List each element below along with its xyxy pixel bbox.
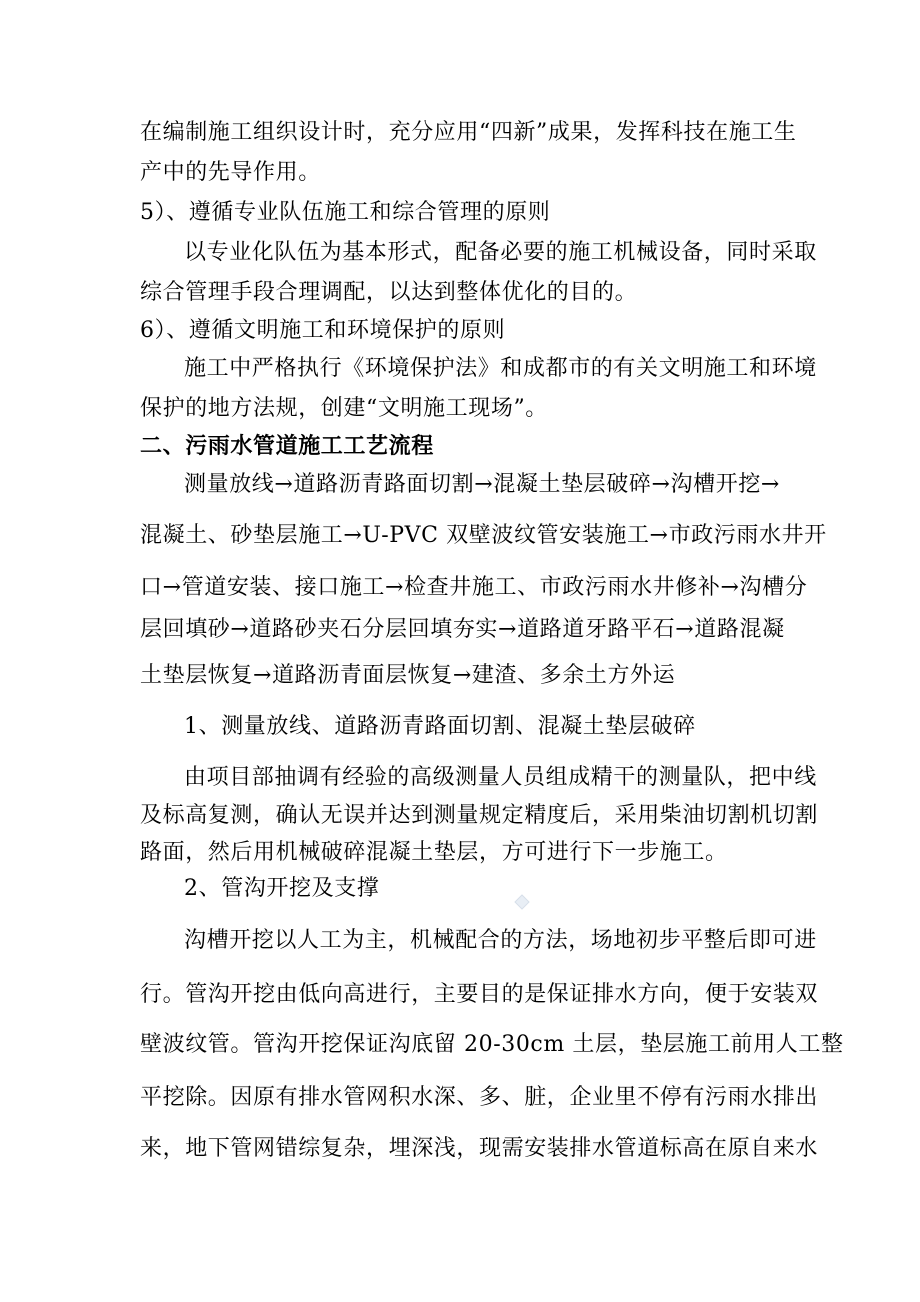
process-flow-line: 口→管道安装、接口施工→检查井施工、市政污雨水井修补→沟槽分 [140, 575, 808, 600]
paragraph-line: 行。管沟开挖由低向高进行，主要目的是保证排水方向，便于安装双 [140, 982, 819, 1007]
paragraph-line: 由项目部抽调有经验的高级测量人员组成精干的测量队，把中线 [184, 765, 817, 790]
process-flow-line: 测量放线→道路沥青路面切割→混凝土垫层破碎→沟槽开挖→ [184, 472, 780, 497]
paragraph-line: 路面，然后用机械破碎混凝土垫层，方可进行下一步施工。 [140, 840, 728, 865]
process-flow-line: 混凝土、砂垫层施工→U-PVC 双壁波纹管安装施工→市政污雨水井开 [140, 523, 827, 548]
faint-watermark-mark [513, 893, 531, 911]
paragraph-line: 产中的先导作用。 [140, 160, 321, 185]
paragraph-line: 保护的地方法规，创建“文明施工现场”。 [140, 396, 548, 421]
paragraph-line: 综合管理手段合理调配，以达到整体优化的目的。 [140, 280, 638, 305]
section-heading: 二、污雨水管道施工工艺流程 [140, 434, 434, 459]
subsection-heading-1: 1、测量放线、道路沥青路面切割、混凝土垫层破碎 [184, 714, 696, 739]
principle-heading-5: 5）、遵循专业队伍施工和综合管理的原则 [140, 200, 551, 225]
process-flow-line: 层回填砂→道路砂夹石分层回填夯实→道路道牙路平石→道路混凝 [140, 617, 785, 642]
paragraph-line: 以专业化队伍为基本形式，配备必要的施工机械设备，同时采取 [184, 240, 817, 265]
principle-heading-6: 6）、遵循文明施工和环境保护的原则 [140, 318, 506, 343]
paragraph-line: 在编制施工组织设计时，充分应用“四新”成果，发挥科技在施工生 [140, 120, 797, 145]
paragraph-line: 及标高复测，确认无误并达到测量规定精度后，采用柴油切割机切割 [140, 803, 819, 828]
paragraph-line: 来，地下管网错综复杂，埋深浅，现需安装排水管道标高在原自来水 [140, 1136, 819, 1161]
paragraph-line: 施工中严格执行《环境保护法》和成都市的有关文明施工和环境 [184, 356, 817, 381]
paragraph-line: 平挖除。因原有排水管网积水深、多、脏，企业里不停有污雨水排出 [140, 1085, 819, 1110]
paragraph-line: 壁波纹管。管沟开挖保证沟底留 20-30cm 土层，垫层施工前用人工整 [140, 1032, 844, 1057]
process-flow-line: 土垫层恢复→道路沥青面层恢复→建渣、多余土方外运 [140, 663, 676, 688]
paragraph-line: 沟槽开挖以人工为主，机械配合的方法，场地初步平整后即可进 [184, 928, 817, 953]
subsection-heading-2: 2、管沟开挖及支撑 [184, 876, 380, 901]
